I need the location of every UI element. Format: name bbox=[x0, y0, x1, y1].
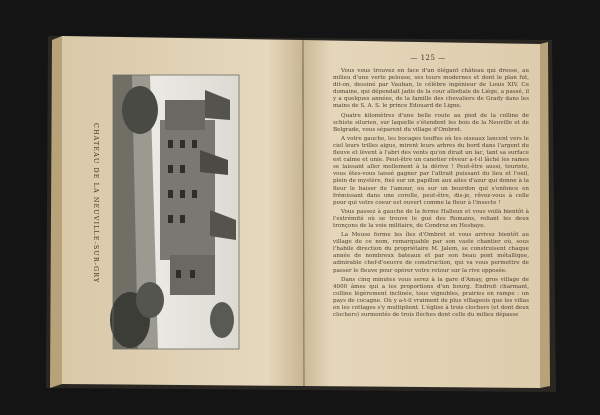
paragraph-1: Vous vous trouvez en face d'un élégant château qui dresse, au milieu d'une verte pelouse, ses tours modernes et dont le plan fut, dit-on, dessiné par Vauban, le célèbre ingénieur de Louis XIV. Ce domaine, qui dépendait jadis de la cour allodiale de Liège, a passé, il y a quelques années, de la famille des chevaliers de Grady dans les mains de S. A. S. le prince Edouard de Ligne. bbox=[333, 68, 529, 110]
chateau-photograph bbox=[110, 75, 239, 349]
page-stack-left bbox=[50, 36, 62, 388]
right-page-text bbox=[333, 68, 529, 321]
paragraph-6: Dans cinq minutes vous serez à la gare d'Amay, gros village de 4000 âmes qui a les proportions d'un bourg. Endroit charmant, colline légèrement inclinée, tous vignobles, prairies en rampe : un pays de cocagne. Où y a-t-il vraiment de plus villageois que les villas en les cottages s'y multiplient. L'église à trois clochers (et dont deux clochers) surmontés de trois flèches dont celle du milieu dépasse bbox=[333, 276, 529, 319]
paragraph-4: Vous passez à gauche de la ferme Halleux et vous voilà bientôt à l'extrémité où se trouve le gué des Romains, reliant les deux tronçons de la voie militaire, de Condroz en Hesbaye. bbox=[333, 208, 529, 229]
photo-caption: CHATEAU DE LA NEUVILLE-SUR-GRY bbox=[92, 123, 100, 284]
paragraph-3: A votre gauche, les bocages touffus où les oiseaux lancent vers le ciel leurs trilles aigus, mirent leurs arbres du bord dans l'argent du fleuve et lèvent à l'abri des vents qu'on dirait un lac, tant sa surface est calme et unie. Peut-être un canotier rêveur a-t-il lâché les rames se laissant aller mollement à la dérive ! Peut-être aussi, touriste, vous êtes-vous laissé gagner par l'attrait puissant du lieu et l'oeil, plein de mystère, fixé sur un papillon aux ailes d'azur qui donne à la fleur le baiser de l'amour, ou sur un bourdon qui s'enfonce en frémissant dans une corolle, peut-être, dis-je, rêvez-vous à celle pour qui votre coeur est ouvert comme la fleur à l'insecte ! bbox=[333, 135, 529, 206]
page-number: — 125 — bbox=[410, 54, 446, 62]
paragraph-2: Quatre kilomètres d'une belle route au pied de la colline de schiste silurien, sur laquelle s'étendent les bois de la Neuville et de Belgrade, vous séparent du village d'Ombret. bbox=[333, 112, 529, 133]
paragraph-5: La Meuse forme les îles d'Ombret et vous arrivez bientôt au village de ce nom, remarquable par son vaste chantier où, sous l'habile direction du propriétaire M. Jalem, se construisent chaque année de nombreux bateaux et par son beau pont métallique, admirable chef-d'oeuvre de construction, qui va vous permettre de passer le fleuve pour opérer votre retour sur la rive opposée. bbox=[333, 232, 529, 274]
